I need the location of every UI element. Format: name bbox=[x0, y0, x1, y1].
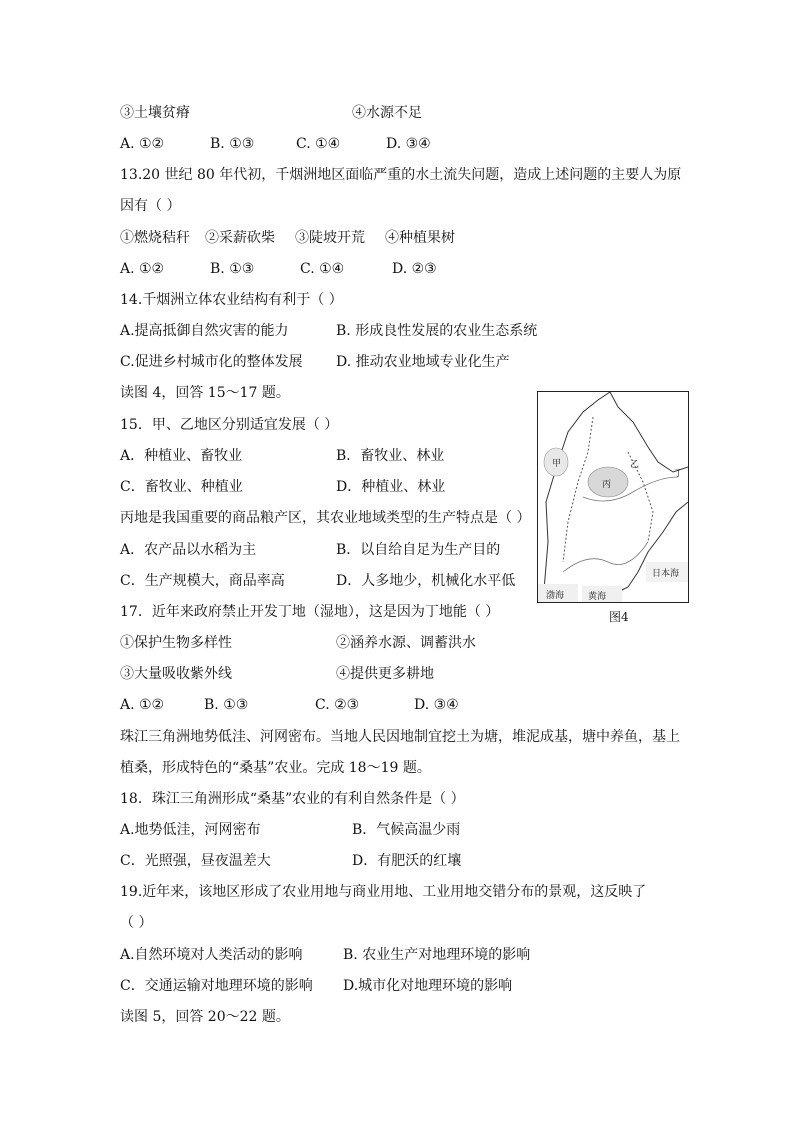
q12-option-d: D. ③④ bbox=[386, 136, 431, 152]
q15-option-d: D．种植业、林业 bbox=[336, 479, 446, 495]
read-figure-4: 读图 4，回答 15～17 题。 bbox=[120, 385, 290, 401]
q13-stem-line1: 13.20 世纪 80 年代初，千烟洲地区面临严重的水土流失问题，造成上述问题的主要人为原 bbox=[120, 167, 682, 183]
map-label-bing: 丙 bbox=[602, 480, 612, 490]
q13-option-b: B. ①③ bbox=[210, 261, 255, 277]
q14-option-a: A.提高抵御自然灾害的能力 bbox=[120, 323, 289, 339]
map-label-bohai: 渤海 bbox=[546, 591, 565, 601]
q15-option-b: B．畜牧业、林业 bbox=[336, 448, 445, 464]
q14-stem: 14.千烟洲立体农业结构有利于（ ） bbox=[120, 292, 343, 308]
q19-option-a: A.自然环境对人类活动的影响 bbox=[120, 947, 303, 963]
read-figure-5: 读图 5，回答 20～22 题。 bbox=[120, 1009, 290, 1025]
figure-4-map bbox=[537, 391, 689, 603]
q18-option-a: A.地势低洼，河网密布 bbox=[120, 822, 261, 838]
option-4-water: ④水源不足 bbox=[352, 105, 422, 121]
q19-stem-line2: （ ） bbox=[120, 915, 153, 931]
q12-option-b: B. ①③ bbox=[210, 136, 255, 152]
q13-option-c: C. ①④ bbox=[300, 261, 345, 277]
q13-item-3: ③陡坡开荒 bbox=[295, 230, 365, 246]
q16-stem: 丙地是我国重要的商品粮产区，其农业地域类型的生产特点是（ ） bbox=[120, 510, 531, 526]
q13-option-d: D. ②③ bbox=[392, 261, 437, 277]
q18-stem: 18．珠江三角洲形成“桑基”农业的有利自然条件是（ ） bbox=[120, 791, 465, 807]
q18-option-c: C．光照强，昼夜温差大 bbox=[120, 853, 271, 869]
q17-option-c: C. ②③ bbox=[315, 697, 360, 713]
q17-stem: 17．近年来政府禁止开发丁地（湿地），这是因为丁地能（ ） bbox=[120, 604, 500, 620]
map-mountain-range bbox=[563, 417, 593, 562]
q15-stem: 15．甲、乙地区分别适宜发展（ ） bbox=[120, 417, 339, 433]
q16-option-c: C．生产规模大，商品率高 bbox=[120, 573, 285, 589]
map-label-jia: 甲 bbox=[552, 459, 562, 469]
q18-option-b: B．气候高温少雨 bbox=[352, 822, 461, 838]
q14-option-d: D. 推动农业地域专业化生产 bbox=[336, 354, 510, 370]
q17-option-d: D. ③④ bbox=[414, 697, 459, 713]
map-label-ding: 丁 bbox=[674, 469, 684, 479]
q19-option-b: B. 农业生产对地理环境的影响 bbox=[343, 947, 531, 963]
passage-line1: 珠江三角洲地势低洼、河网密布。当地人民因地制宜挖土为塘，堆泥成基，塘中养鱼，基上 bbox=[120, 729, 680, 745]
q17-item-1: ①保护生物多样性 bbox=[120, 635, 232, 651]
q12-option-a: A. ①② bbox=[120, 136, 165, 152]
figure-4-caption: 图4 bbox=[609, 610, 629, 624]
q19-option-c: C．交通运输对地理环境的影响 bbox=[120, 978, 313, 994]
map-label-japan-sea: 日本海 bbox=[652, 569, 680, 579]
q16-option-d: D．人多地少，机械化水平低 bbox=[336, 573, 516, 589]
q13-stem-line2: 因有（ ） bbox=[120, 198, 181, 214]
q19-stem-line1: 19.近年来，该地区形成了农业用地与商业用地、工业用地交错分布的景观，这反映了 bbox=[120, 884, 647, 900]
map-border-north bbox=[610, 392, 688, 472]
q18-option-d: D．有肥沃的红壤 bbox=[352, 853, 462, 869]
map-border-west bbox=[543, 392, 610, 602]
q16-option-a: A．农产品以水稻为主 bbox=[120, 542, 257, 558]
q17-item-2: ②涵养水源、调蓄洪水 bbox=[336, 635, 476, 651]
passage-line2: 植桑，形成特色的“桑基”农业。完成 18～19 题。 bbox=[120, 760, 431, 776]
q16-option-b: B．以自给自足为生产目的 bbox=[336, 542, 501, 558]
q17-item-3: ③大量吸收紫外线 bbox=[120, 666, 232, 682]
q17-option-b: B. ①③ bbox=[204, 697, 249, 713]
q14-option-b: B. 形成良性发展的农业生态系统 bbox=[336, 323, 538, 339]
q19-option-d: D.城市化对地理环境的影响 bbox=[343, 978, 513, 994]
q13-item-2: ②采薪砍柴 bbox=[205, 230, 275, 246]
q17-item-4: ④提供更多耕地 bbox=[336, 666, 434, 682]
map-river-south bbox=[563, 542, 648, 572]
map-label-yi: 乙 bbox=[630, 460, 640, 470]
q12-option-c: C. ①④ bbox=[296, 136, 341, 152]
q14-option-c: C.促进乡村城市化的整体发展 bbox=[120, 354, 303, 370]
map-label-yellow-sea: 黄海 bbox=[588, 592, 607, 602]
q13-option-a: A. ①② bbox=[120, 261, 165, 277]
q13-item-4: ④种植果树 bbox=[385, 230, 455, 246]
q15-option-a: A．种植业、畜牧业 bbox=[120, 448, 243, 464]
q13-item-1: ①燃烧秸秆 bbox=[120, 230, 190, 246]
q15-option-c: C．畜牧业、种植业 bbox=[120, 479, 243, 495]
q17-option-a: A. ①② bbox=[120, 697, 165, 713]
option-3-soil: ③土壤贫瘠 bbox=[120, 105, 190, 121]
